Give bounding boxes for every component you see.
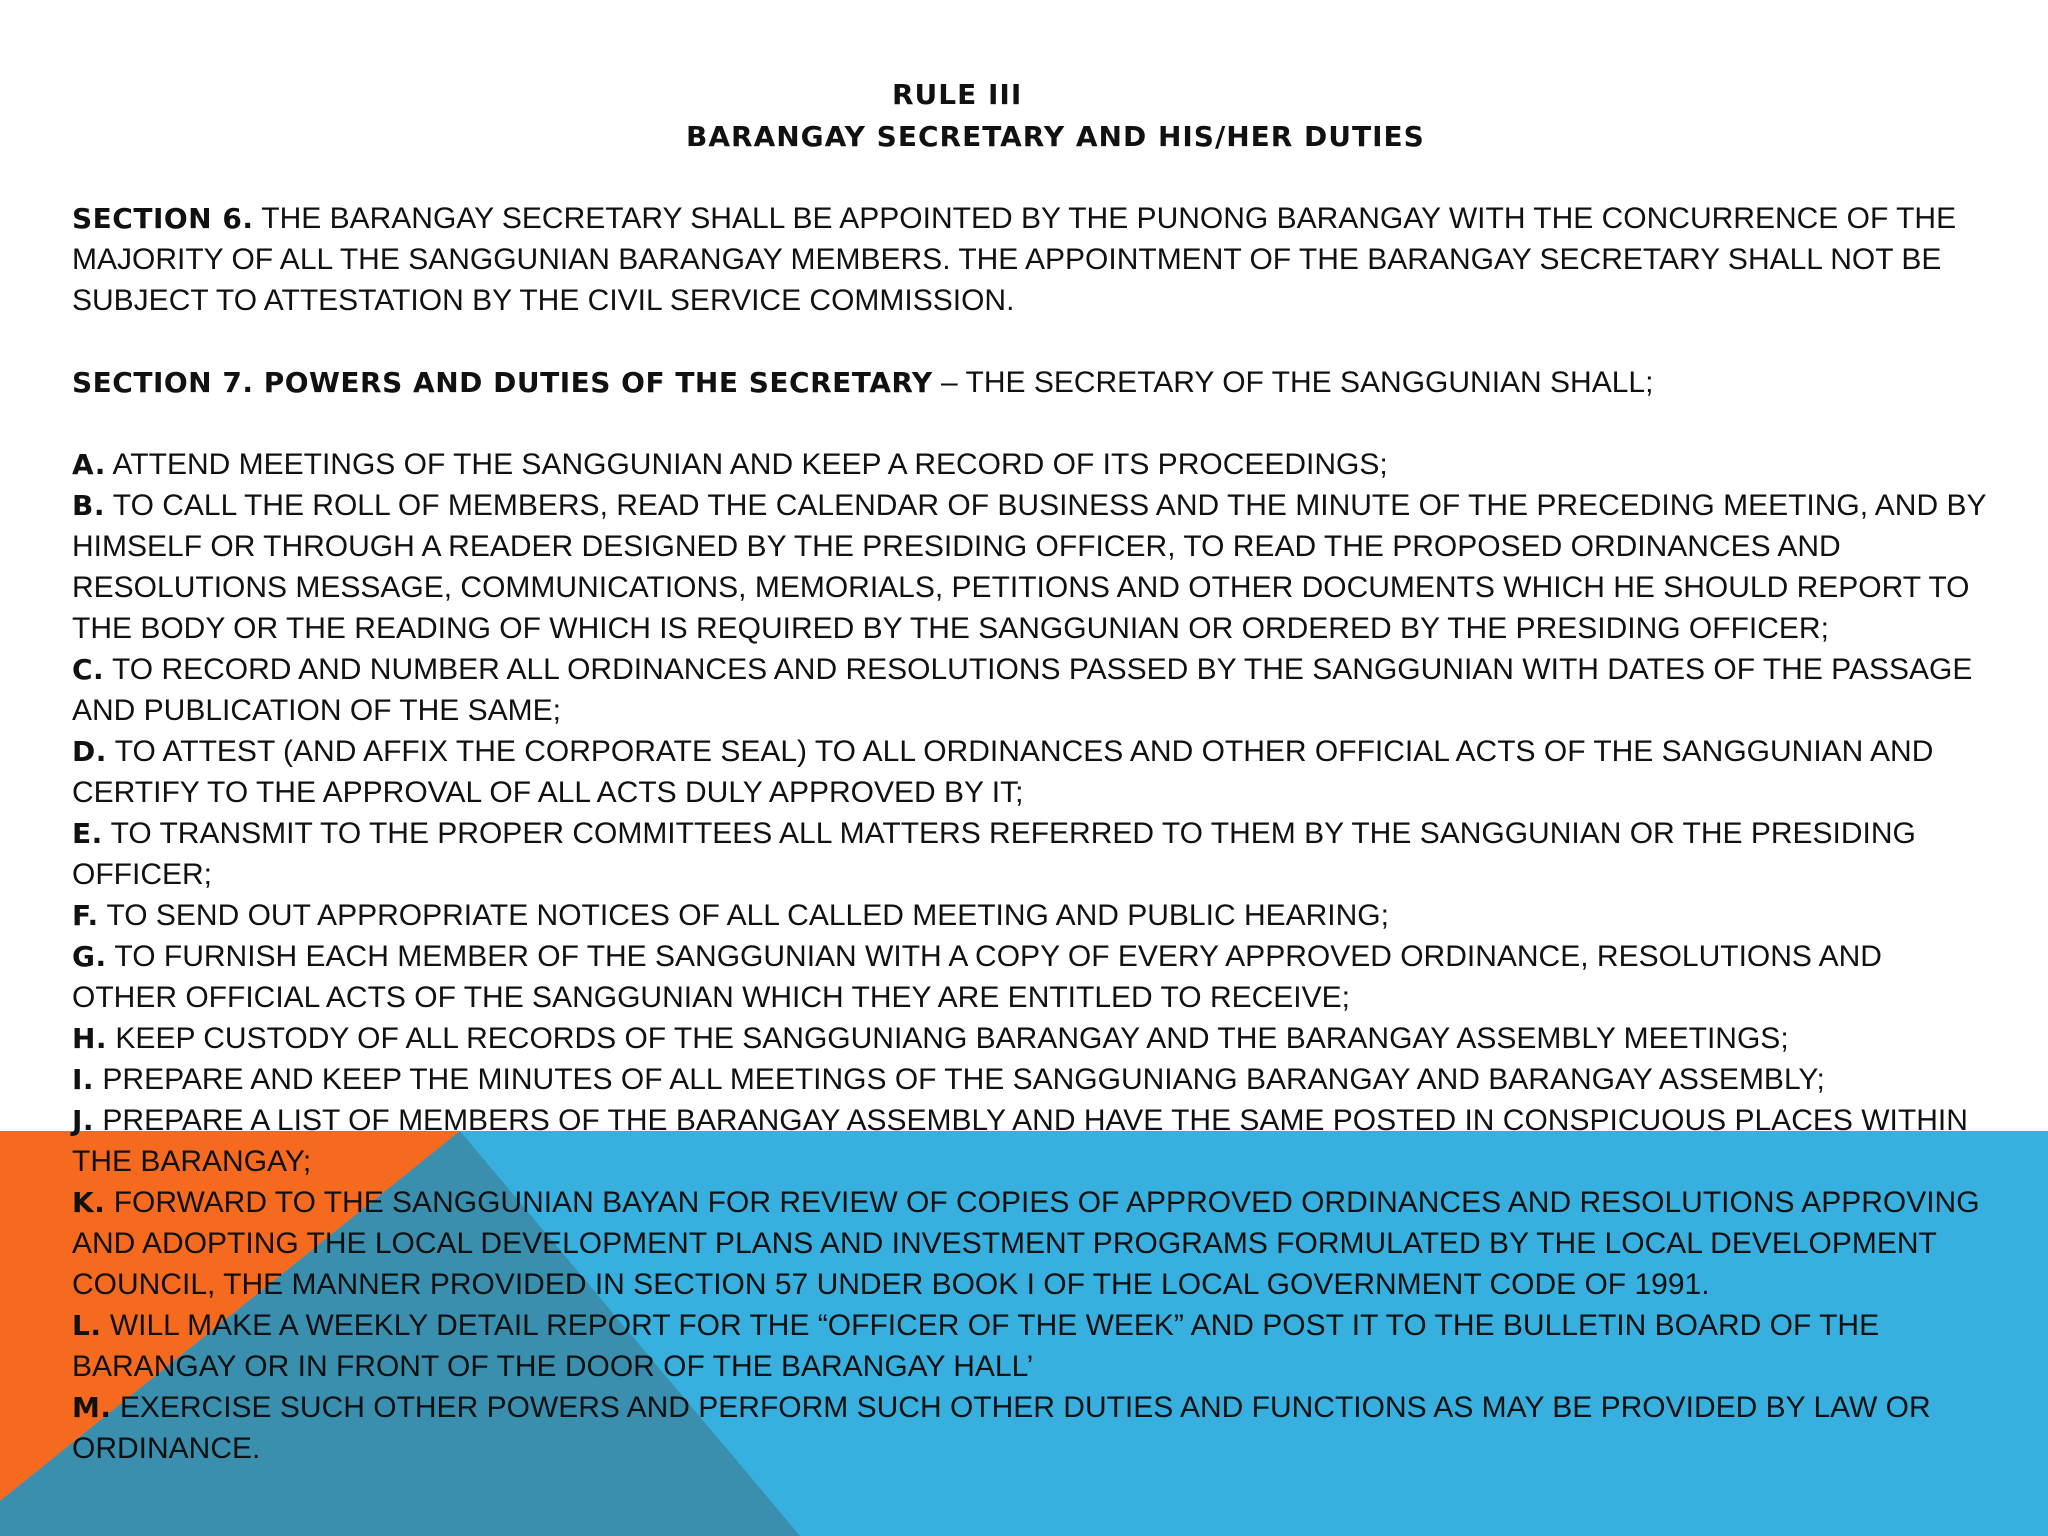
duty-item-a — [72, 444, 1992, 485]
duty-item-d — [72, 731, 1992, 813]
duty-letter: M. — [72, 1391, 112, 1424]
duty-item-h — [72, 1018, 1992, 1059]
rule-subtitle: BARANGAY SECRETARY AND HIS/HER DUTIES — [686, 120, 1425, 153]
duty-text: TO FURNISH EACH MEMBER OF THE SANGGUNIAN WITH A COPY OF EVERY APPROVED ORDINANCE, RESOLUTIONS AND OTHER OFFICIAL ACTS OF THE SANGGUNIAN WHICH THEY ARE ENTITLED TO RECEIVE; — [72, 940, 1882, 1014]
duty-item-l — [72, 1305, 1992, 1387]
duty-item-m — [72, 1387, 1992, 1469]
duty-letter: K. — [72, 1186, 106, 1219]
duty-text: EXERCISE SUCH OTHER POWERS AND PERFORM SUCH OTHER DUTIES AND FUNCTIONS AS MAY BE PROVIDED BY LAW OR ORDINANCE. — [72, 1391, 1931, 1465]
duty-text: PREPARE A LIST OF MEMBERS OF THE BARANGAY ASSEMBLY AND HAVE THE SAME POSTED IN CONSPICUOUS PLACES WITHIN THE BARANGAY; — [72, 1104, 1968, 1178]
duty-letter: C. — [72, 653, 105, 686]
duty-item-i — [72, 1059, 1992, 1100]
duty-letter: J. — [72, 1104, 95, 1137]
duty-text: TO SEND OUT APPROPRIATE NOTICES OF ALL CALLED MEETING AND PUBLIC HEARING; — [106, 899, 1389, 932]
section-7-label: SECTION 7. POWERS AND DUTIES OF THE SECRETARY — [72, 366, 933, 399]
section-7 — [72, 362, 1992, 403]
duty-text: TO RECORD AND NUMBER ALL ORDINANCES AND RESOLUTIONS PASSED BY THE SANGGUNIAN WITH DATES OF THE PASSAGE AND PUBLICATION OF THE SAME; — [72, 653, 1973, 727]
section-6-text: THE BARANGAY SECRETARY SHALL BE APPOINTED BY THE PUNONG BARANGAY WITH THE CONCURRENCE OF THE MAJORITY OF ALL THE SANGGUNIAN BARANGAY MEMBERS. THE APPOINTMENT OF THE BARANGAY SECRETARY SHALL NOT BE SUBJECT TO ATTESTATION BY THE CIVIL SERVICE COMMISSION. — [72, 202, 1957, 317]
duty-text: WILL MAKE A WEEKLY DETAIL REPORT FOR THE “OFFICER OF THE WEEK” AND POST IT TO THE BULLETIN BOARD OF THE BARANGAY OR IN FRONT OF THE DOOR OF THE BARANGAY HALL’ — [72, 1309, 1880, 1383]
duty-text: ATTEND MEETINGS OF THE SANGGUNIAN AND KEEP A RECORD OF ITS PROCEEDINGS; — [112, 448, 1388, 481]
duty-letter: B. — [72, 489, 105, 522]
section-7-text: – THE SECRETARY OF THE SANGGUNIAN SHALL; — [941, 366, 1654, 399]
duty-letter: F. — [72, 899, 99, 932]
duty-item-j — [72, 1100, 1992, 1182]
duty-text: KEEP CUSTODY OF ALL RECORDS OF THE SANGGUNIANG BARANGAY AND THE BARANGAY ASSEMBLY MEETINGS; — [115, 1022, 1789, 1055]
duty-text: TO TRANSMIT TO THE PROPER COMMITTEES ALL MATTERS REFERRED TO THEM BY THE SANGGUNIAN OR THE PRESIDING OFFICER; — [72, 817, 1916, 891]
duty-text: TO ATTEST (AND AFFIX THE CORPORATE SEAL) TO ALL ORDINANCES AND OTHER OFFICIAL ACTS OF THE SANGGUNIAN AND CERTIFY TO THE APPROVAL OF ALL ACTS DULY APPROVED BY IT; — [72, 735, 1934, 809]
section-6-label: SECTION 6. — [72, 202, 254, 235]
duty-text: FORWARD TO THE SANGGUNIAN BAYAN FOR REVIEW OF COPIES OF APPROVED ORDINANCES AND RESOLUTIONS APPROVING AND ADOPTING THE LOCAL DEVELOPMENT PLANS AND INVESTMENT PROGRAMS FORMULATED BY THE LOCAL DEVELOPMENT COUNCIL, THE MANNER PROVIDED IN SECTION 57 UNDER BOOK I OF THE LOCAL GOVERNMENT CODE OF 1991. — [72, 1186, 1980, 1301]
duty-text: PREPARE AND KEEP THE MINUTES OF ALL MEETINGS OF THE SANGGUNIANG BARANGAY AND BARANGAY ASSEMBLY; — [102, 1063, 1825, 1096]
duty-item-e — [72, 813, 1992, 895]
duty-letter: L. — [72, 1309, 102, 1342]
duty-item-b — [72, 485, 1992, 649]
duty-item-g — [72, 936, 1992, 1018]
duty-letter: D. — [72, 735, 107, 768]
duty-letter: I. — [72, 1063, 95, 1096]
duty-item-k — [72, 1182, 1992, 1305]
section-6 — [72, 198, 1992, 321]
duty-letter: A. — [72, 448, 106, 481]
duty-item-c — [72, 649, 1992, 731]
slide-body — [72, 198, 1992, 1469]
duty-item-f — [72, 895, 1992, 936]
duty-text: TO CALL THE ROLL OF MEMBERS, READ THE CALENDAR OF BUSINESS AND THE MINUTE OF THE PRECEDING MEETING, AND BY HIMSELF OR THROUGH A READER DESIGNED BY THE PRESIDING OFFICER, TO READ THE PROPOSED ORDINANCES AND RESOLUTIONS MESSAGE, COMMUNICATIONS, MEMORIALS, PETITIONS AND OTHER DOCUMENTS WHICH HE SHOULD REPORT TO THE BODY OR THE READING OF WHICH IS REQUIRED BY THE SANGGUNIAN OR ORDERED BY THE PRESIDING OFFICER; — [72, 489, 1986, 645]
duty-letter: H. — [72, 1022, 108, 1055]
duty-letter: G. — [72, 940, 107, 973]
duty-letter: E. — [72, 817, 103, 850]
rule-title: RULE III — [892, 78, 1023, 111]
